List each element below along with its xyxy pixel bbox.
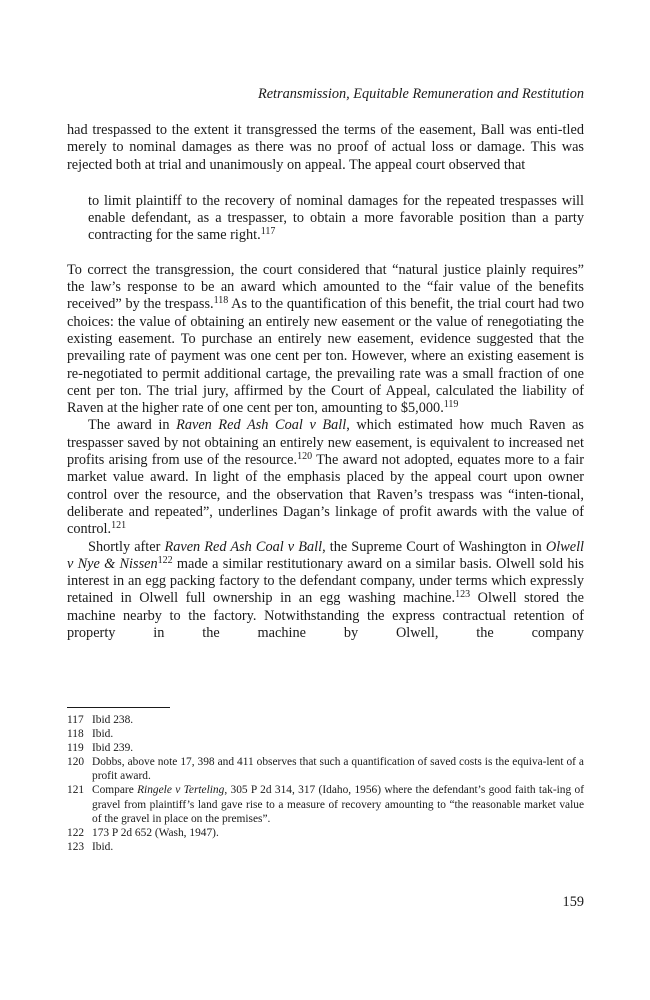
paragraph-text: made a similar restitutionary award on a similar basis. Olwell sold his interest in an egg packing factory to the defendant company, under terms which expressly retained in Olwell full ownership in an egg washing machine.	[67, 555, 584, 607]
block-quote	[88, 193, 584, 245]
quote-text: to limit plaintiff to the recovery of nominal damages for the repeated trespasses will enable defendant, as a trespasser, to obtain a more favorable position than a party contracting for the same right.	[88, 192, 584, 244]
footnote-number: 121	[67, 784, 85, 797]
paragraph-text: To correct the transgression, the court considered that “natural justice plainly requires” the law’s response to be an award which amounted to the “fair value of the benefits received” by the trespass.	[67, 261, 584, 313]
footnote-ref[interactable]: 121	[111, 520, 127, 532]
footnote-number: 118	[67, 728, 84, 741]
footnote-number: 119	[67, 742, 84, 755]
case-name: Raven Red Ash Coal v Ball	[176, 417, 347, 434]
footnote-ref[interactable]: 119	[443, 399, 459, 411]
footnote-number: 120	[67, 756, 85, 769]
footnote-text: Ibid 238.	[92, 714, 134, 726]
paragraph-text: , which estimated how much Raven as trespasser saved by not obtaining an entirely new easement, is equivalent to increased net profits arising from use of the resource.	[67, 417, 584, 469]
footnote	[67, 727, 584, 741]
footnote-text: Ibid 239.	[92, 742, 134, 755]
paragraph	[67, 539, 584, 643]
body-text	[67, 122, 584, 642]
footnote	[67, 755, 584, 783]
footnote-ref[interactable]: 118	[213, 295, 229, 307]
footnote	[67, 840, 584, 854]
page-number: 159	[562, 894, 584, 910]
footnote-ref[interactable]: 117	[260, 226, 276, 238]
paragraph-text: Shortly after	[88, 538, 165, 555]
paragraph-text: Olwell stored the machine nearby to the factory. Notwithstanding the express contractual retention of property in the machine by Olwell, the company	[67, 590, 584, 642]
footnote-text-part: Compare	[92, 784, 138, 797]
paragraph: had trespassed to the extent it transgressed the terms of the easement, Ball was enti-tled merely to nominal damages as there was no proof of actual loss or damage. This was rejected both at trial and unanimously on appeal. The appeal court observed that	[67, 122, 584, 173]
paragraph-text: , the Supreme Court of Washington in	[322, 538, 546, 555]
footnote-ref[interactable]: 123	[455, 589, 471, 601]
footnote-text: Dobbs, above note 17, 398 and 411 observes that such a quantification of saved costs is the equiva-lent of a profit award.	[92, 756, 584, 783]
paragraph-text: As to the quantification of this benefit, the trial court had two choices: the value of obtaining an entirely new easement or the value of renegotiating the existing easement. To purchase an entirely new easement, evidence suggested that the prevailing rate of payment was one cent per ton. However, where an existing easement is re-negotiated to permit additional cartage, the prevailing rate was a small fraction of one cent per ton. The trial jury, affirmed by the Court of Appeal, calculated the liability of Raven at the higher rate of one cent per ton, amounting to $5,000.	[67, 296, 584, 417]
paragraph-text: The award in	[88, 417, 177, 434]
footnote-text-part: , 305 P 2d 314, 317 (Idaho, 1956) where the defendant’s good faith tak-ing of gravel from plaintiff’s land gave rise to a measure of recovery amounting to “the reasonable market value of the gravel in place on the premises”.	[92, 784, 584, 825]
footnote	[67, 713, 584, 727]
footnote-ref[interactable]: 122	[157, 554, 173, 566]
paragraph	[67, 417, 584, 538]
footnote	[67, 826, 584, 840]
running-head: Retransmission, Equitable Remuneration and Restitution	[257, 86, 584, 102]
footnote-text	[92, 783, 584, 825]
footnote	[67, 741, 584, 755]
case-name: Ringele v Terteling	[137, 784, 225, 797]
footnote-divider	[67, 707, 170, 708]
footnote-ref[interactable]: 120	[297, 451, 313, 463]
case-name: Raven Red Ash Coal v Ball	[164, 538, 323, 555]
paragraph	[67, 262, 584, 418]
paragraph-text: The award not adopted, equates more to a fair market value award. In light of the emphasis placed by the appeal court upon owner control over the resource, and the observation that Raven’s trespass was “inten-tional, deliberate and repeated”, underlines Dagan’s linkage of profit awards with the value of control.	[67, 452, 585, 538]
footnote-number: 123	[67, 840, 85, 853]
footnote-text: Ibid.	[92, 728, 114, 741]
footnote-text: Ibid.	[92, 840, 114, 853]
footnote-number: 122	[67, 826, 85, 839]
footnote-number: 117	[67, 714, 84, 726]
footnote-text: 173 P 2d 652 (Wash, 1947).	[92, 826, 219, 839]
case-name: Olwell v Nye & Nissen	[67, 538, 585, 572]
footnote	[67, 783, 584, 825]
footnotes	[67, 713, 584, 854]
